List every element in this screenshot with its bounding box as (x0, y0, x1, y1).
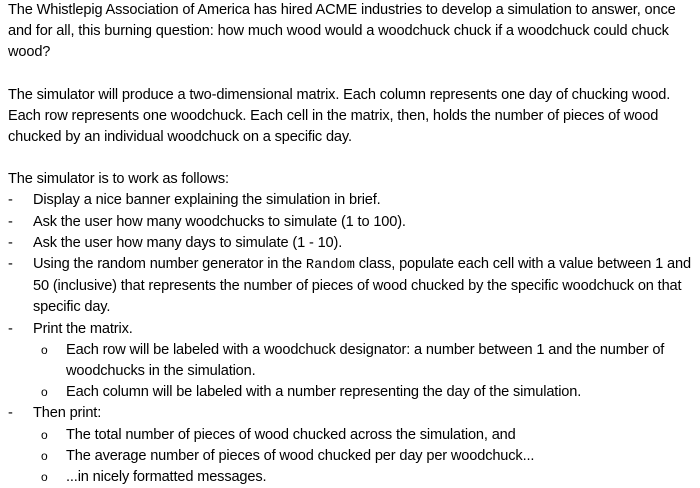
dash-bullet: - (8, 192, 13, 209)
sub-item-text: The total number of pieces of wood chucked across the simulation, and (66, 426, 516, 443)
dash-bullet: - (8, 405, 13, 422)
sub-item (33, 340, 698, 382)
print-matrix-sublist (33, 340, 698, 404)
step-item (8, 319, 698, 404)
matrix-description-paragraph: The simulator will produce a two-dimensional matrix. Each column represents one day of chucking wood. Each row represents one woodchuck. Each cell in the matrix, then, holds the number of pieces of wood chucked by an individual woodchuck on a specific day. (8, 86, 671, 146)
circle-bullet: o (41, 342, 48, 357)
step-text: Ask the user how many days to simulate (1 - 10). (33, 234, 343, 251)
step-item (8, 403, 698, 488)
step-item (8, 233, 698, 254)
step-item (8, 254, 698, 319)
step-text: Display a nice banner explaining the simulation in brief. (33, 192, 381, 209)
paragraph-spacer (8, 64, 698, 85)
circle-bullet: o (41, 385, 48, 400)
sub-item-text: Each column will be labeled with a number representing the day of the simulation. (66, 384, 582, 401)
step-text-part: class, populate each cell with a value between 1 and 50 (inclusive) that represents the number of pieces of wood chucked by the specific woodchuck on that specific day. (33, 256, 691, 316)
circle-bullet: o (41, 427, 48, 442)
steps-list (8, 190, 698, 488)
sub-item-text: Each row will be labeled with a woodchuck designator: a number between 1 and the number of woodchucks in the simulation. (66, 341, 665, 380)
step-item (8, 212, 698, 233)
document-body (8, 0, 698, 488)
sub-item (33, 425, 698, 446)
sub-item-text: The average number of pieces of wood chucked per day per woodchuck... (66, 447, 535, 464)
sub-item (33, 382, 698, 403)
dash-bullet: - (8, 320, 13, 337)
step-text: Print the matrix. (33, 320, 133, 337)
step-text: Ask the user how many woodchucks to simulate (1 to 100). (33, 213, 406, 230)
instructions-heading: The simulator is to work as follows: (8, 171, 229, 188)
then-print-sublist (33, 425, 698, 488)
sub-item-text: ...in nicely formatted messages. (66, 469, 267, 486)
circle-bullet: o (41, 470, 48, 485)
paragraph-spacer (8, 148, 698, 169)
step-item (8, 190, 698, 211)
circle-bullet: o (41, 448, 48, 463)
dash-bullet: - (8, 234, 13, 251)
step-text: Then print: (33, 405, 102, 422)
sub-item (33, 446, 698, 467)
step-text-part: Using the random number generator in the (33, 256, 306, 273)
sub-item (33, 467, 698, 488)
dash-bullet: - (8, 256, 13, 273)
dash-bullet: - (8, 213, 13, 230)
random-class-code: Random (305, 258, 355, 274)
intro-paragraph: The Whistlepig Association of America has hired ACME industries to develop a simulation to answer, once and for all, this burning question: how much wood would a woodchuck chuck if a woodchuck could chuck wood? (8, 2, 676, 61)
